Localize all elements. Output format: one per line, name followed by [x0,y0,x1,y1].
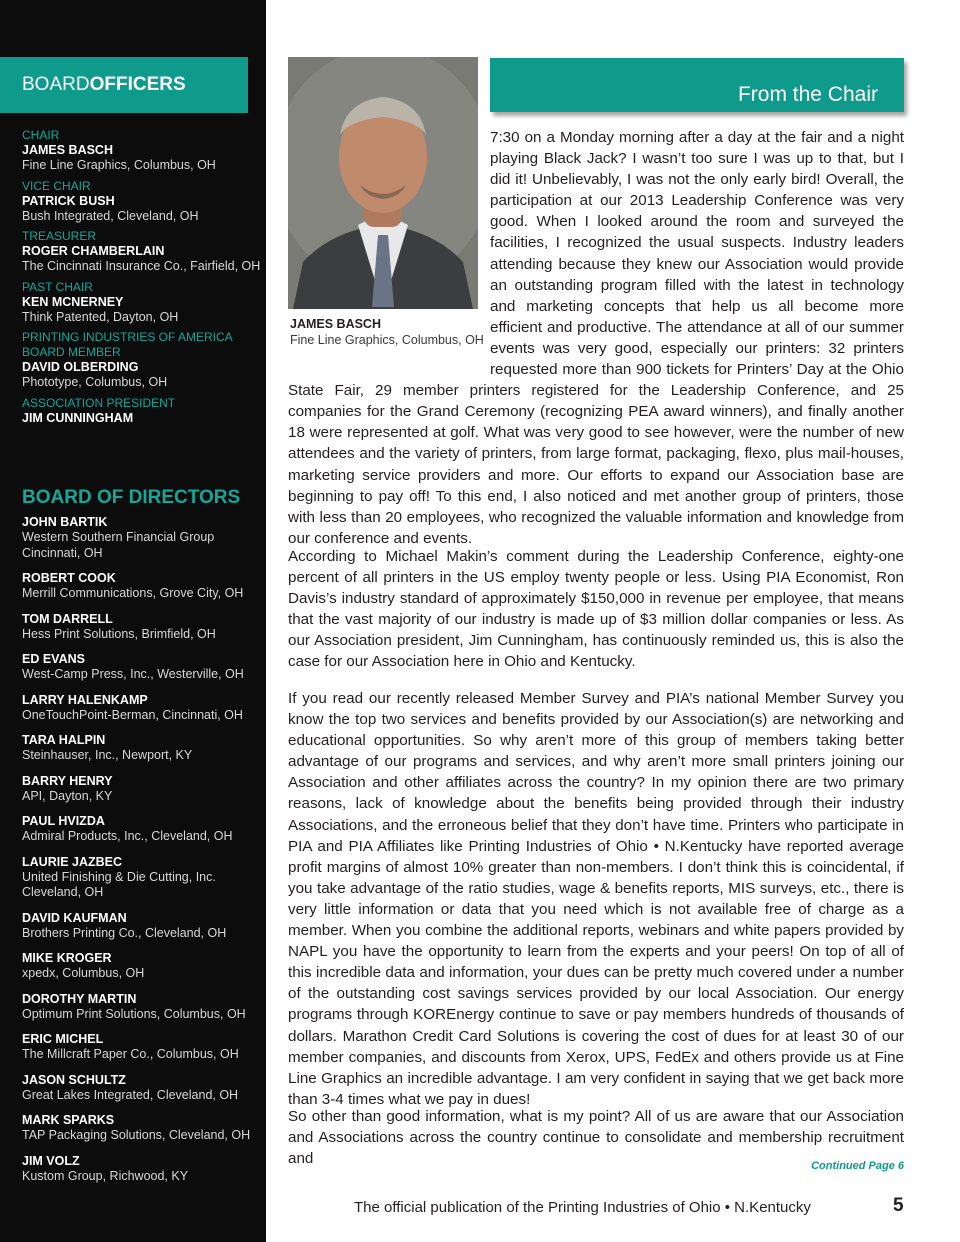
officer-role: ASSOCIATION PRESIDENT [22,395,176,410]
director-company: OneTouchPoint-Berman, Cincinnati, OH [22,707,243,722]
director-entry [22,1113,262,1144]
officer-company: The Cincinnati Insurance Co., Fairfield, OH [22,259,261,273]
directors-list [22,515,262,1194]
officer-entry [22,128,262,174]
director-name: LARRY HALENKAMP [22,692,148,707]
director-name: PAUL HVIZDA [22,814,105,828]
director-entry [22,612,262,643]
director-company: API, Dayton, KY [22,788,113,803]
board-officers-header [0,57,248,113]
director-name: BARRY HENRY [22,773,113,788]
from-the-chair-banner: From the Chair [490,58,904,112]
article-paragraph-2-container [288,546,904,673]
director-name: LAURIE JAZBEC [22,854,123,869]
director-name: MIKE KROGER [22,951,112,965]
director-company: Merrill Communications, Grove City, OH [22,586,244,600]
director-name: DOROTHY MARTIN [22,991,137,1006]
director-company: The Millcraft Paper Co., Columbus, OH [22,1047,239,1061]
officer-entry [22,229,262,275]
director-entry [22,814,262,845]
director-company: Steinhauser, Inc., Newport, KY [22,748,193,762]
page-number: 5 [893,1195,904,1216]
director-company: Admiral Products, Inc., Cleveland, OH [22,829,233,843]
officer-entry [22,396,262,426]
officer-role: TREASURER [22,229,97,243]
officer-company: Think Patented, Dayton, OH [22,309,179,324]
director-company-line2: Cincinnati, OH [22,545,103,560]
caption-company: Fine Line Graphics, Columbus, OH [290,333,484,347]
director-name: DAVID KAUFMAN [22,910,127,925]
officer-company: Fine Line Graphics, Columbus, OH [22,158,216,172]
director-entry [22,911,262,942]
officer-company: Phototype, Columbus, OH [22,375,168,389]
director-name: ERIC MICHEL [22,1032,104,1046]
board-officers-header-bold: OFFICERS [89,74,186,95]
officer-entry [22,179,262,225]
director-company: Brothers Printing Co., Cleveland, OH [22,925,227,940]
article-paragraph: If you read our recently released Member Survey and PIA’s national Member Survey you know the top two services and benefits provided by our Association(s) are networking and educational opportunities. So why aren’t more of this group of members taking better advantage of our programs and services, and why aren’t more small printers joining our Association and other affiliates across the country? In my opinion there are two primary reasons, lack of knowledge about the benefits being provided through their industry Associations, and the erroneous belief that they don’t have time. Printers who participate in PIA and PIA Affiliates like Printing Industries of Ohio • N.Kentucky have reported average profit margins of almost 10% greater than non-members. I don’t think this is coincidental, if you take advantage of the ratio studies, wage & benefits reports, MIS surveys, etc., there is very little information or data that you need which is not available free of charge as a member. When you combine the additional reports, webinars and white papers provided by NAPL you have the opportunity to learn from the experts and your peers! On top of all of this incredible data and information, your dues can be pretty much covered under a number of the outstanding cost savings services provided by our local Association. Our energy programs through KOREnergy continue to save or pay members hundreds of thousands of dollars. Marathon Credit Card Solutions is covering the cost of dues for at least 30 of our member companies, and discounts from Xerox, UPS, FedEx and others provide us at Fine Line Graphics an incredible advantage. I am very confident in saying that we get back more than 3-4 times what we pay in dues! [288,690,904,1108]
director-name: ROBERT COOK [22,571,116,585]
officer-name: JAMES BASCH [22,143,113,157]
director-company: United Finishing & Die Cutting, Inc. [22,869,216,884]
director-entry [22,571,262,602]
article-paragraph: So other than good information, what is my point? All of us are aware that our Association and Associations across the country continue to consolidate and membership recruitment and [288,1108,904,1168]
director-company: Great Lakes Integrated, Cleveland, OH [22,1087,239,1102]
director-company: xpedx, Columbus, OH [22,966,145,980]
director-name: JASON SCHULTZ [22,1072,126,1087]
footer-publication-text: The official publication of the Printing Industries of Ohio • N.Kentucky [354,1199,811,1216]
board-of-directors-title: BOARD OF DIRECTORS [22,487,241,508]
officer-role: CHAIR [22,128,60,142]
continued-page-link[interactable]: Continued Page 6 [811,1160,904,1172]
director-name: TOM DARRELL [22,611,113,626]
director-entry [22,951,262,982]
officer-entry [22,280,262,326]
officer-entry [22,330,262,391]
officer-name: DAVID OLBERDING [22,360,139,374]
director-name: ED EVANS [22,652,85,666]
officer-role: PRINTING INDUSTRIES OF AMERICA BOARD MEMBER [22,330,233,359]
director-name: JIM VOLZ [22,1153,80,1168]
officers-list [22,128,262,431]
board-officers-header-light: BOARD [22,74,90,95]
article-paragraph-1-container [288,127,904,549]
article-paragraph-3-container [288,688,904,1110]
director-company: Kustom Group, Richwood, KY [22,1168,189,1183]
director-entry [22,774,262,805]
photo-wrap-spacer [288,127,490,379]
officer-name: ROGER CHAMBERLAIN [22,244,165,258]
director-entry [22,693,262,724]
sidebar [0,0,266,1242]
director-entry [22,1154,262,1185]
director-entry [22,652,262,683]
director-company: Western Southern Financial Group [22,530,215,544]
director-company: West-Camp Press, Inc., Westerville, OH [22,667,244,681]
officer-name: JIM CUNNINGHAM [22,410,134,425]
officer-name: KEN MCNERNEY [22,294,124,309]
director-company: TAP Packaging Solutions, Cleveland, OH [22,1128,251,1142]
director-entry [22,1032,262,1063]
article-paragraph: 7:30 on a Monday morning after a day at the fair and a night playing Black Jack? I wasn’t too sure I was up to that, but I did it! Unbelievably, I was not the only early bird! Overall, the participation at our 2013 Leadership Conference was very good. When I looked around the room and surveyed the facilities, I recognized the usual suspects. Industry leaders attending because they knew our Association would provide an outstanding program filled with the latest in technology and marketing concepts that help us all become more efficient and productive. The attendance at all of our summer events was very good, especially our printers: 32 printers requested more than 900 tickets for Printers’ Day at the Ohio State Fair, 29 member printers registered for the Leadership Conference, and 25 companies for the Grand Ceremony (recognizing PEA award winners), and finally another 18 were represented at golf. What was very good to see however, were the number of new attendees and the variety of printers, from large format, packaging, flexo, plus mail-houses, marketing service providers and more. Our efforts to expand our Association base are beginning to pay off! To this end, I also noticed and met another group of printers, those with less than 20 employees, who recognized the valuable information and knowledge from our conference and events. [288,129,904,547]
officer-role: PAST CHAIR [22,279,93,294]
article-paragraph: According to Michael Makin’s comment during the Leadership Conference, eighty-one percent of all printers in the US employ twenty people or less. Using PIA Economist, Ron Davis’s industry standard of approximately $150,000 in revenue per employee, that means that the vast majority of our industry is made up of $3 million dollar companies or less. As our Association president, Jim Cunningham, has continuously reminded us, this is also the case for our Association here in Ohio and Kentucky. [288,548,904,671]
caption-name: JAMES BASCH [290,317,381,331]
director-company-line2: Cleveland, OH [22,885,104,899]
director-entry [22,1073,262,1104]
director-company: Optimum Print Solutions, Columbus, OH [22,1006,246,1021]
officer-company: Bush Integrated, Cleveland, OH [22,208,199,223]
director-entry [22,733,262,764]
director-entry [22,992,262,1023]
director-name: JOHN BARTIK [22,515,108,529]
director-name: MARK SPARKS [22,1113,115,1127]
director-name: TARA HALPIN [22,733,106,747]
director-company: Hess Print Solutions, Brimfield, OH [22,626,216,641]
officer-role: VICE CHAIR [22,178,91,193]
director-entry [22,855,262,901]
director-entry [22,515,262,561]
officer-name: PATRICK BUSH [22,193,115,208]
